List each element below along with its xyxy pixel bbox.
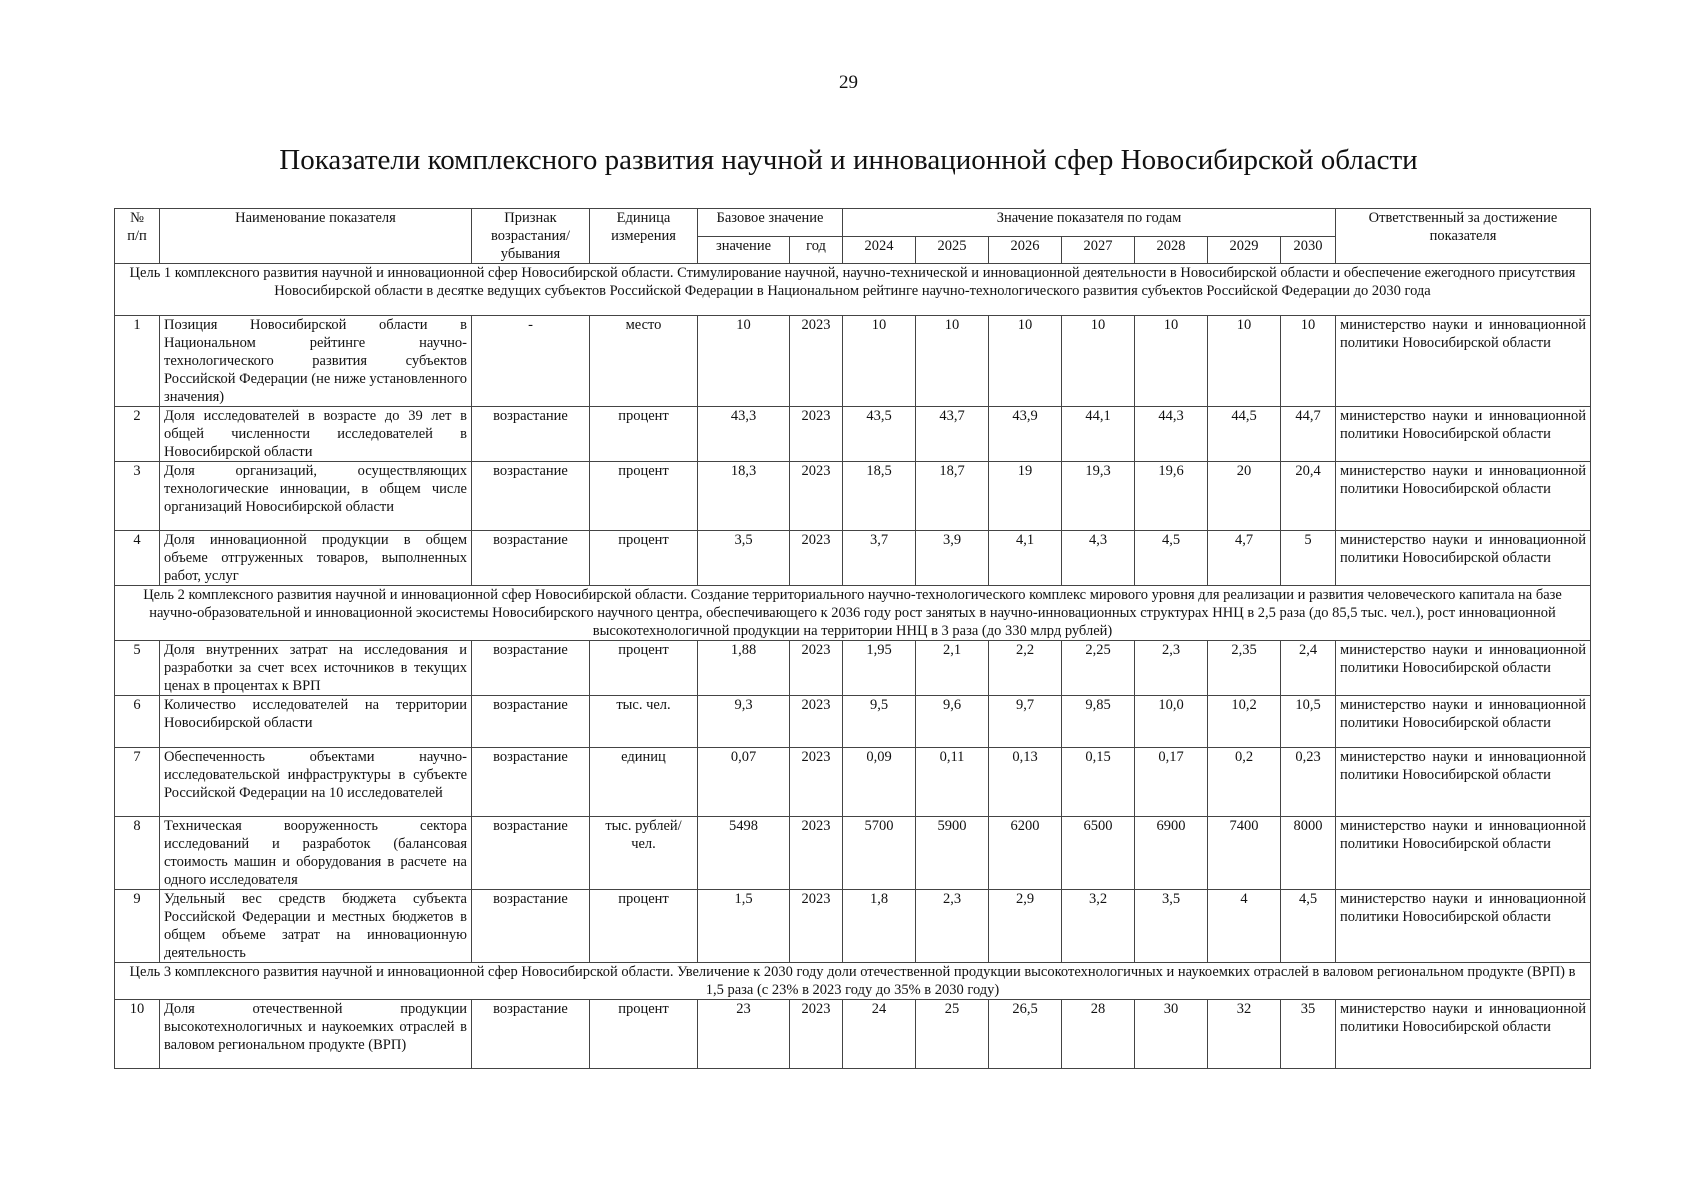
- year-value: 19,6: [1135, 462, 1208, 531]
- row-number: 8: [115, 817, 160, 890]
- year-value: 10: [916, 316, 989, 407]
- table-row: [115, 696, 1591, 748]
- year-value: 3,2: [1062, 890, 1135, 963]
- unit: процент: [590, 1000, 698, 1069]
- indicator-name: Количество исследователей на территории Новосибирской области: [160, 696, 472, 748]
- indicator-name: Техническая вооруженность сектора исследований и разработок (балансовая стоимость машин и оборудования в расчете на одного исследователя: [160, 817, 472, 890]
- table-header: [115, 209, 1591, 264]
- indicator-name: Удельный вес средств бюджета субъекта Российской Федерации и местных бюджетов в общем объеме затрат на инновационную деятельность: [160, 890, 472, 963]
- year-value: 3,5: [1135, 890, 1208, 963]
- goal-row: [115, 586, 1591, 641]
- unit: единиц: [590, 748, 698, 817]
- year-value: 0,15: [1062, 748, 1135, 817]
- row-number: 6: [115, 696, 160, 748]
- table-row: [115, 316, 1591, 407]
- year-value: 2,3: [916, 890, 989, 963]
- year-value: 8000: [1281, 817, 1336, 890]
- year-value: 4,3: [1062, 531, 1135, 586]
- year-value: 26,5: [989, 1000, 1062, 1069]
- base-year: 2023: [790, 641, 843, 696]
- year-value: 43,7: [916, 407, 989, 462]
- year-value: 6500: [1062, 817, 1135, 890]
- indicator-name: Позиция Новосибирской области в Национальном рейтинге научно-технологического развития субъектов Российской Федерации (не ниже установленного значения): [160, 316, 472, 407]
- base-year: 2023: [790, 890, 843, 963]
- year-value: 3,9: [916, 531, 989, 586]
- unit: тыс. чел.: [590, 696, 698, 748]
- responsible: министерство науки и инновационной политики Новосибирской области: [1336, 462, 1591, 531]
- table-row: [115, 748, 1591, 817]
- indicator-name: Обеспеченность объектами научно-исследовательской инфраструктуры в субъекте Российской Федерации на 10 исследователей: [160, 748, 472, 817]
- base-value: 43,3: [698, 407, 790, 462]
- base-value: 1,5: [698, 890, 790, 963]
- year-value: 2,1: [916, 641, 989, 696]
- unit: процент: [590, 531, 698, 586]
- responsible: министерство науки и инновационной политики Новосибирской области: [1336, 1000, 1591, 1069]
- year-value: 7400: [1208, 817, 1281, 890]
- year-value: 30: [1135, 1000, 1208, 1069]
- table-row: [115, 817, 1591, 890]
- row-number: 2: [115, 407, 160, 462]
- year-value: 2,2: [989, 641, 1062, 696]
- year-value: 24: [843, 1000, 916, 1069]
- header-responsible: Ответственный за достижение показателя: [1336, 209, 1591, 264]
- year-value: 10: [1281, 316, 1336, 407]
- unit: процент: [590, 641, 698, 696]
- row-number: 3: [115, 462, 160, 531]
- goal-text: Цель 3 комплексного развития научной и инновационной сфер Новосибирской области. Увеличение к 2030 году доли отечественной продукции высокотехнологичных и наукоемких отраслей в валовом региональном продукте (ВРП) в 1,5 раза (с 23% в 2023 году до 35% в 2030 году): [115, 963, 1591, 1000]
- year-value: 0,13: [989, 748, 1062, 817]
- base-year: 2023: [790, 407, 843, 462]
- base-year: 2023: [790, 531, 843, 586]
- responsible: министерство науки и инновационной политики Новосибирской области: [1336, 748, 1591, 817]
- year-value: 3,7: [843, 531, 916, 586]
- year-value: 10,0: [1135, 696, 1208, 748]
- goal-row: [115, 963, 1591, 1000]
- base-year: 2023: [790, 316, 843, 407]
- header-year: 2028: [1135, 236, 1208, 264]
- row-number: 7: [115, 748, 160, 817]
- year-value: 4,1: [989, 531, 1062, 586]
- year-value: 25: [916, 1000, 989, 1069]
- year-value: 0,2: [1208, 748, 1281, 817]
- year-value: 44,7: [1281, 407, 1336, 462]
- row-number: 1: [115, 316, 160, 407]
- trend-sign: возрастание: [472, 1000, 590, 1069]
- year-value: 4,5: [1135, 531, 1208, 586]
- base-value: 3,5: [698, 531, 790, 586]
- goal-text: Цель 1 комплексного развития научной и инновационной сфер Новосибирской области. Стимулирование научной, научно-технической и инновационной деятельности в Новосибирской области и обеспечение ежегодного присутствия Новосибирской области в десятке ведущих субъектов Российской Федерации в Национальном рейтинге научно-технологического развития субъектов Российской Федерации до 2030 года: [115, 264, 1591, 316]
- header-year: 2030: [1281, 236, 1336, 264]
- year-value: 10: [1135, 316, 1208, 407]
- responsible: министерство науки и инновационной политики Новосибирской области: [1336, 316, 1591, 407]
- header-by-years: Значение показателя по годам: [843, 209, 1336, 237]
- table-row: [115, 641, 1591, 696]
- year-value: 10: [989, 316, 1062, 407]
- row-number: 9: [115, 890, 160, 963]
- year-value: 9,5: [843, 696, 916, 748]
- year-value: 4,5: [1281, 890, 1336, 963]
- year-value: 6900: [1135, 817, 1208, 890]
- header-year: 2026: [989, 236, 1062, 264]
- header-base-value: значение: [698, 236, 790, 264]
- header-num: № п/п: [115, 209, 160, 264]
- year-value: 5700: [843, 817, 916, 890]
- year-value: 18,5: [843, 462, 916, 531]
- year-value: 1,8: [843, 890, 916, 963]
- header-year: 2024: [843, 236, 916, 264]
- year-value: 10: [843, 316, 916, 407]
- base-year: 2023: [790, 696, 843, 748]
- year-value: 9,85: [1062, 696, 1135, 748]
- year-value: 18,7: [916, 462, 989, 531]
- unit: тыс. рублей/чел.: [590, 817, 698, 890]
- year-value: 9,7: [989, 696, 1062, 748]
- year-value: 10: [1062, 316, 1135, 407]
- base-value: 1,88: [698, 641, 790, 696]
- year-value: 43,5: [843, 407, 916, 462]
- header-base-year: год: [790, 236, 843, 264]
- year-value: 19: [989, 462, 1062, 531]
- base-year: 2023: [790, 817, 843, 890]
- year-value: 43,9: [989, 407, 1062, 462]
- header-sign: Признак возрастания/ убывания: [472, 209, 590, 264]
- year-value: 32: [1208, 1000, 1281, 1069]
- table-row: [115, 1000, 1591, 1069]
- year-value: 5: [1281, 531, 1336, 586]
- row-number: 10: [115, 1000, 160, 1069]
- base-value: 18,3: [698, 462, 790, 531]
- responsible: министерство науки и инновационной политики Новосибирской области: [1336, 890, 1591, 963]
- goal-row: [115, 264, 1591, 316]
- year-value: 44,1: [1062, 407, 1135, 462]
- base-value: 9,3: [698, 696, 790, 748]
- header-base: Базовое значение: [698, 209, 843, 237]
- unit: место: [590, 316, 698, 407]
- base-year: 2023: [790, 748, 843, 817]
- indicators-table: [114, 208, 1591, 1069]
- document-title: Показатели комплексного развития научной и инновационной сфер Новосибирской области: [279, 144, 1418, 176]
- trend-sign: возрастание: [472, 641, 590, 696]
- base-year: 2023: [790, 462, 843, 531]
- table-row: [115, 407, 1591, 462]
- responsible: министерство науки и инновационной политики Новосибирской области: [1336, 641, 1591, 696]
- table-row: [115, 462, 1591, 531]
- indicator-name: Доля внутренних затрат на исследования и разработки за счет всех источников в текущих ценах в процентах к ВРП: [160, 641, 472, 696]
- year-value: 0,17: [1135, 748, 1208, 817]
- base-value: 10: [698, 316, 790, 407]
- trend-sign: возрастание: [472, 817, 590, 890]
- year-value: 10,5: [1281, 696, 1336, 748]
- header-name: Наименование показателя: [160, 209, 472, 264]
- trend-sign: возрастание: [472, 748, 590, 817]
- year-value: 20,4: [1281, 462, 1336, 531]
- header-unit: Единица измерения: [590, 209, 698, 264]
- header-year: 2029: [1208, 236, 1281, 264]
- base-value: 23: [698, 1000, 790, 1069]
- year-value: 10,2: [1208, 696, 1281, 748]
- header-year: 2025: [916, 236, 989, 264]
- trend-sign: -: [472, 316, 590, 407]
- year-value: 2,9: [989, 890, 1062, 963]
- table-row: [115, 890, 1591, 963]
- unit: процент: [590, 890, 698, 963]
- trend-sign: возрастание: [472, 407, 590, 462]
- row-number: 4: [115, 531, 160, 586]
- trend-sign: возрастание: [472, 531, 590, 586]
- unit: процент: [590, 407, 698, 462]
- trend-sign: возрастание: [472, 462, 590, 531]
- table-row: [115, 531, 1591, 586]
- year-value: 35: [1281, 1000, 1336, 1069]
- year-value: 2,25: [1062, 641, 1135, 696]
- year-value: 44,5: [1208, 407, 1281, 462]
- year-value: 19,3: [1062, 462, 1135, 531]
- responsible: министерство науки и инновационной политики Новосибирской области: [1336, 817, 1591, 890]
- year-value: 9,6: [916, 696, 989, 748]
- base-year: 2023: [790, 1000, 843, 1069]
- base-value: 0,07: [698, 748, 790, 817]
- year-value: 0,23: [1281, 748, 1336, 817]
- year-value: 10: [1208, 316, 1281, 407]
- unit: процент: [590, 462, 698, 531]
- year-value: 44,3: [1135, 407, 1208, 462]
- year-value: 0,09: [843, 748, 916, 817]
- row-number: 5: [115, 641, 160, 696]
- page-number: 29: [839, 72, 858, 93]
- year-value: 20: [1208, 462, 1281, 531]
- trend-sign: возрастание: [472, 696, 590, 748]
- year-value: 4,7: [1208, 531, 1281, 586]
- goal-text: Цель 2 комплексного развития научной и инновационной сфер Новосибирской области. Создание территориального научно-технологического комплекс мирового уровня для реализации и развития человеческого капитала на базе научно-образовательной и инновационной экосистемы Новосибирского научного центра, обеспечивающего к 2036 году рост занятых в научно-инновационных структурах ННЦ в 2,5 раза (до 85,5 тыс. чел.), рост инновационной высокотехнологичной продукции на территории ННЦ в 3 раза (до 330 млрд рублей): [115, 586, 1591, 641]
- indicator-name: Доля инновационной продукции в общем объеме отгруженных товаров, выполненных работ, услуг: [160, 531, 472, 586]
- year-value: 1,95: [843, 641, 916, 696]
- responsible: министерство науки и инновационной политики Новосибирской области: [1336, 531, 1591, 586]
- header-year: 2027: [1062, 236, 1135, 264]
- table-body: [115, 264, 1591, 1069]
- year-value: 0,11: [916, 748, 989, 817]
- year-value: 2,4: [1281, 641, 1336, 696]
- indicator-name: Доля исследователей в возрасте до 39 лет в общей численности исследователей в Новосибирской области: [160, 407, 472, 462]
- responsible: министерство науки и инновационной политики Новосибирской области: [1336, 407, 1591, 462]
- base-value: 5498: [698, 817, 790, 890]
- indicator-name: Доля отечественной продукции высокотехнологичных и наукоемких отраслей в валовом региональном продукте (ВРП): [160, 1000, 472, 1069]
- year-value: 6200: [989, 817, 1062, 890]
- responsible: министерство науки и инновационной политики Новосибирской области: [1336, 696, 1591, 748]
- indicator-name: Доля организаций, осуществляющих технологические инновации, в общем числе организаций Новосибирской области: [160, 462, 472, 531]
- year-value: 4: [1208, 890, 1281, 963]
- year-value: 2,35: [1208, 641, 1281, 696]
- trend-sign: возрастание: [472, 890, 590, 963]
- year-value: 5900: [916, 817, 989, 890]
- year-value: 2,3: [1135, 641, 1208, 696]
- year-value: 28: [1062, 1000, 1135, 1069]
